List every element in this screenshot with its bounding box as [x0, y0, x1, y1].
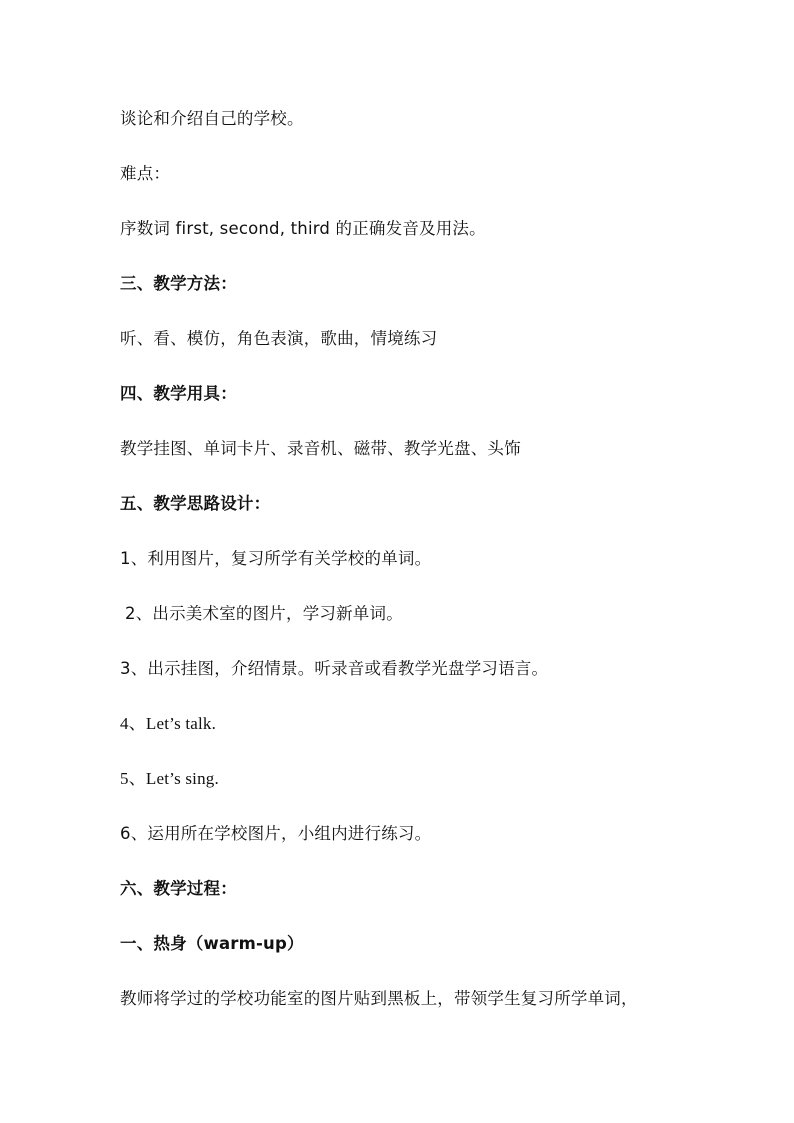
difficulty-label: 难点： — [120, 164, 171, 183]
section-heading-design: 五、教学思路设计： — [120, 494, 271, 513]
list-item-2: 2、出示美术室的图片，学习新单词。 — [125, 604, 403, 623]
body-text-materials: 教学挂图、单词卡片、录音机、磁带、教学光盘、头饰 — [120, 439, 521, 458]
section-heading-process: 六、教学过程： — [120, 879, 237, 898]
body-text-methods: 听、看、模仿，角色表演，歌曲，情境练习 — [120, 329, 438, 348]
section-heading-methods: 三、教学方法： — [120, 274, 237, 293]
subsection-heading-warmup: 一、热身（warm-up） — [120, 934, 304, 953]
list-item-6: 6、运用所在学校图片，小组内进行练习。 — [120, 824, 432, 843]
list-item-1: 1、利用图片，复习所学有关学校的单词。 — [120, 549, 432, 568]
body-text-warmup: 教师将学过的学校功能室的图片贴到黑板上，带领学生复习所学单词， — [120, 989, 638, 1008]
body-text-ordinals: 序数词 first, second, third 的正确发音及用法。 — [120, 219, 486, 238]
section-heading-materials: 四、教学用具： — [120, 384, 237, 403]
list-item-3: 3、出示挂图，介绍情景。听录音或看教学光盘学习语言。 — [120, 659, 549, 678]
list-item-5: 5、Let’s sing. — [120, 769, 219, 788]
body-text-school-intro: 谈论和介绍自己的学校。 — [120, 109, 304, 128]
list-item-4: 4、Let’s talk. — [120, 714, 217, 733]
